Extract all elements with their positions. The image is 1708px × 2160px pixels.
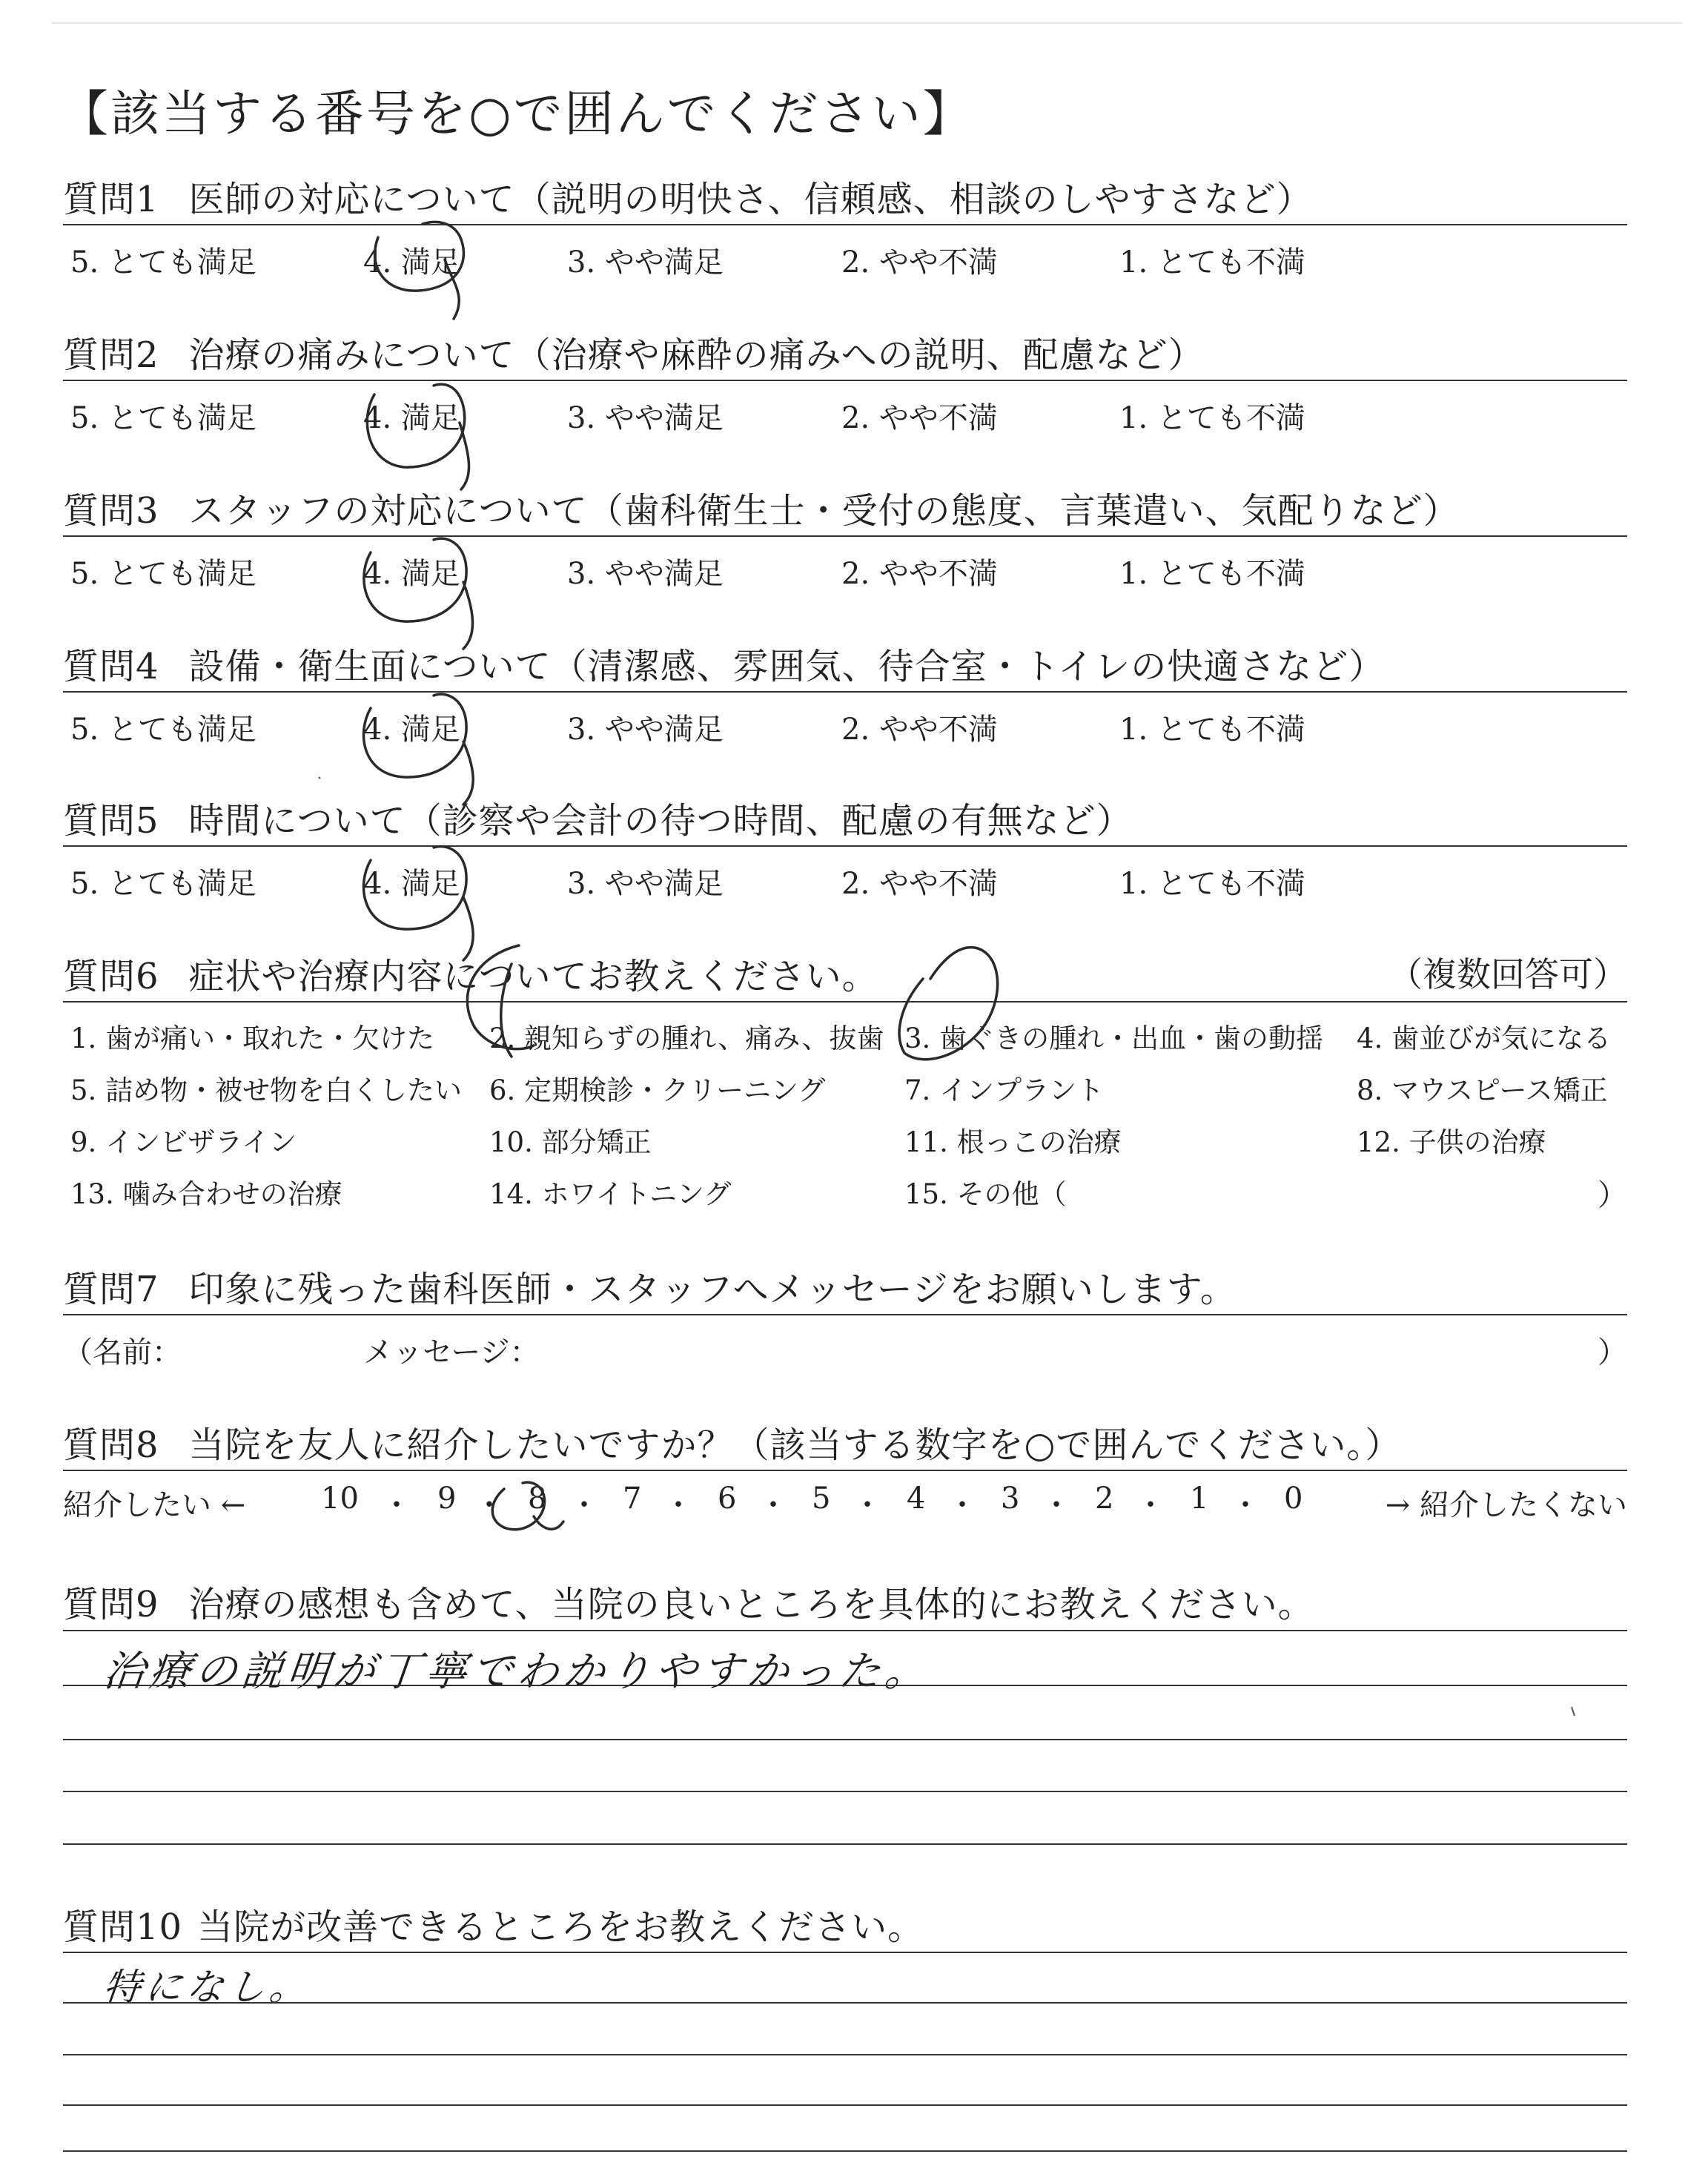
- question-5-rule: [63, 845, 1627, 847]
- question-7-rule: [63, 1314, 1627, 1315]
- question-6: [63, 948, 1627, 1215]
- q8-scale-6[interactable]: 6: [718, 1482, 737, 1516]
- q10-answer-line-3: [63, 2054, 1627, 2055]
- q1-option-3[interactable]: 3. やや満足: [567, 245, 724, 280]
- q2-option-2[interactable]: 2. やや不満: [841, 401, 998, 435]
- q8-scale-7[interactable]: 7: [623, 1482, 642, 1516]
- q8-left-label: 紹介したい ←: [63, 1488, 246, 1522]
- question-4-label: 質問4: [63, 646, 159, 687]
- q2-option-5[interactable]: 5. とても満足: [70, 401, 256, 435]
- question-5: [63, 792, 1627, 940]
- q9-answer-line-2: [63, 1685, 1627, 1686]
- q8-scale-2[interactable]: 2: [1095, 1482, 1114, 1516]
- q5-option-1[interactable]: 1. とても不満: [1119, 867, 1305, 901]
- question-9-label: 質問9: [63, 1584, 159, 1625]
- question-9-text: 治療の感想も含めて、当院の良いところを具体的にお教えください。: [188, 1584, 1314, 1625]
- question-8-label: 質問8: [63, 1424, 159, 1466]
- q2-option-3[interactable]: 3. やや満足: [567, 401, 724, 435]
- q10-answer-line-1: [63, 1952, 1627, 1953]
- q6-option-9[interactable]: 9. インビザライン: [70, 1126, 297, 1158]
- question-2-rule: [63, 380, 1627, 381]
- question-4-text: 設備・衛生面について（清潔感、雰囲気、待合室・トイレの快適さなど）: [188, 646, 1386, 687]
- q5-option-5[interactable]: 5. とても満足: [70, 867, 256, 901]
- question-6-rule: [63, 1001, 1627, 1003]
- q4-option-3[interactable]: 3. やや満足: [567, 713, 724, 747]
- q8-scale-row: 紹介したい ← 10 ・ 9 ・ 8 ・ 7 ・ 6 ・ 5 ・ 4 ・ 3 ・ 2 ・ 1 ・ 0 → 紹介したくない: [63, 1482, 1627, 1522]
- question-5-text: 時間について（診察や会計の待つ時間、配慮の有無など）: [188, 800, 1133, 842]
- question-1-label: 質問1: [63, 179, 159, 220]
- question-8: [63, 1416, 1627, 1565]
- question-10-text: 当院が改善できるところをお教えください。: [197, 1906, 924, 1948]
- q4-option-1[interactable]: 1. とても不満: [1119, 713, 1305, 747]
- q10-answer-line-2: [63, 2002, 1627, 2004]
- question-3-text: スタッフの対応について（歯科衛生士・受付の態度、言葉遣い、気配りなど）: [188, 490, 1460, 532]
- question-4-rule: [63, 691, 1627, 693]
- q5-option-4[interactable]: 4. 満足: [363, 867, 460, 901]
- question-6-label: 質問6: [63, 956, 159, 997]
- q6-option-8[interactable]: 8. マウスピース矯正: [1357, 1074, 1608, 1106]
- q1-option-1[interactable]: 1. とても不満: [1119, 245, 1305, 280]
- q3-option-2[interactable]: 2. やや不満: [841, 557, 998, 591]
- q6-option-1[interactable]: 1. 歯が痛い・取れた・欠けた: [70, 1023, 435, 1054]
- question-2-text: 治療の痛みについて（治療や麻酔の痛みへの説明、配慮など）: [188, 334, 1205, 376]
- question-3-label: 質問3: [63, 490, 159, 532]
- q1-option-5[interactable]: 5. とても満足: [70, 245, 256, 280]
- question-10-label: 質問10: [63, 1906, 183, 1948]
- question-7-text: 印象に残った歯科医師・スタッフへメッセージをお願いします。: [188, 1269, 1237, 1310]
- q6-option-5[interactable]: 5. 詰め物・被せ物を白くしたい: [70, 1074, 463, 1106]
- question-8-rule: [63, 1470, 1627, 1471]
- question-7: [63, 1261, 1627, 1409]
- top-border: [52, 22, 1683, 24]
- question-5-label: 質問5: [63, 800, 159, 842]
- question-3: [63, 482, 1627, 630]
- q8-scale-5[interactable]: 5: [812, 1482, 831, 1516]
- q6-option-14[interactable]: 14. ホワイトニング: [489, 1178, 732, 1210]
- q10-answer-line-4: [63, 2104, 1627, 2106]
- q3-option-4[interactable]: 4. 満足: [363, 557, 460, 591]
- q5-option-3[interactable]: 3. やや満足: [567, 867, 724, 901]
- q7-close-paren: ）: [1598, 1335, 1627, 1370]
- q8-scale-3[interactable]: 3: [1001, 1482, 1020, 1516]
- q7-name-label: （名前：: [63, 1335, 182, 1370]
- q9-handwritten-answer: 治療の説明が丁寧でわかりやすかった。: [101, 1648, 933, 1696]
- question-3-rule: [63, 535, 1627, 537]
- q6-option-11[interactable]: 11. 根っこの治療: [904, 1126, 1122, 1158]
- q8-scale-10[interactable]: 10: [321, 1482, 359, 1516]
- q6-other-close-paren: ）: [1598, 1178, 1627, 1212]
- q6-option-6[interactable]: 6. 定期検診・クリーニング: [489, 1074, 826, 1106]
- q4-option-2[interactable]: 2. やや不満: [841, 713, 998, 747]
- q10-handwritten-answer: 特になし。: [101, 1966, 314, 2009]
- q6-option-2[interactable]: 2. 親知らずの腫れ、痛み、抜歯: [489, 1023, 884, 1054]
- q8-scale-1[interactable]: 1: [1190, 1482, 1209, 1516]
- q4-option-4[interactable]: 4. 満足: [363, 713, 460, 747]
- question-1-text: 医師の対応について（説明の明快さ、信頼感、相談のしやすさなど）: [188, 179, 1313, 220]
- q10-answer-line-5: [63, 2150, 1627, 2152]
- q5-option-2[interactable]: 2. やや不満: [841, 867, 998, 901]
- q8-scale-4[interactable]: 4: [907, 1482, 926, 1516]
- q8-scale-9[interactable]: 9: [437, 1482, 457, 1516]
- q6-option-10[interactable]: 10. 部分矯正: [489, 1126, 652, 1158]
- q6-option-4[interactable]: 4. 歯並びが気になる: [1357, 1023, 1612, 1054]
- q9-answer-line-4: [63, 1791, 1627, 1792]
- q6-option-15[interactable]: 15. その他（: [904, 1178, 1067, 1210]
- q8-right-label: → 紹介したくない: [1385, 1488, 1627, 1522]
- q2-option-4[interactable]: 4. 満足: [363, 401, 460, 435]
- q9-answer-line-5: [63, 1843, 1627, 1845]
- q1-option-4[interactable]: 4. 満足: [363, 245, 460, 280]
- question-1-rule: [63, 224, 1627, 225]
- q2-option-1[interactable]: 1. とても不満: [1119, 401, 1305, 435]
- q3-option-3[interactable]: 3. やや満足: [567, 557, 724, 591]
- q6-option-7[interactable]: 7. インプラント: [904, 1074, 1105, 1106]
- q3-option-5[interactable]: 5. とても満足: [70, 557, 256, 591]
- q3-option-1[interactable]: 1. とても不満: [1119, 557, 1305, 591]
- q7-message-label: メッセージ：: [363, 1335, 540, 1370]
- question-7-label: 質問7: [63, 1269, 159, 1310]
- question-1: [63, 171, 1627, 319]
- question-6-note: （複数回答可）: [1388, 954, 1627, 994]
- q6-option-3[interactable]: 3. 歯ぐきの腫れ・出血・歯の動揺: [904, 1023, 1324, 1054]
- page-heading: 【該当する番号を○で囲んでください】: [59, 85, 974, 142]
- question-6-text: 症状や治療内容についてお教えください。: [188, 956, 878, 997]
- q9-answer-line-1: [63, 1630, 1627, 1631]
- q8-scale-0[interactable]: 0: [1284, 1482, 1303, 1516]
- question-4: [63, 638, 1627, 786]
- question-8-text: 当院を友人に紹介したいですか？（該当する数字を○で囲んでください。）: [188, 1424, 1402, 1466]
- q8-scale-8[interactable]: 8: [528, 1482, 547, 1516]
- q6-option-12[interactable]: 12. 子供の治療: [1357, 1126, 1546, 1158]
- q4-option-5[interactable]: 5. とても満足: [70, 713, 256, 747]
- q6-option-13[interactable]: 13. 噛み合わせの治療: [70, 1178, 342, 1210]
- q9-answer-line-3: [63, 1739, 1627, 1740]
- question-2-label: 質問2: [63, 334, 159, 376]
- q1-option-2[interactable]: 2. やや不満: [841, 245, 998, 280]
- question-2: [63, 326, 1627, 475]
